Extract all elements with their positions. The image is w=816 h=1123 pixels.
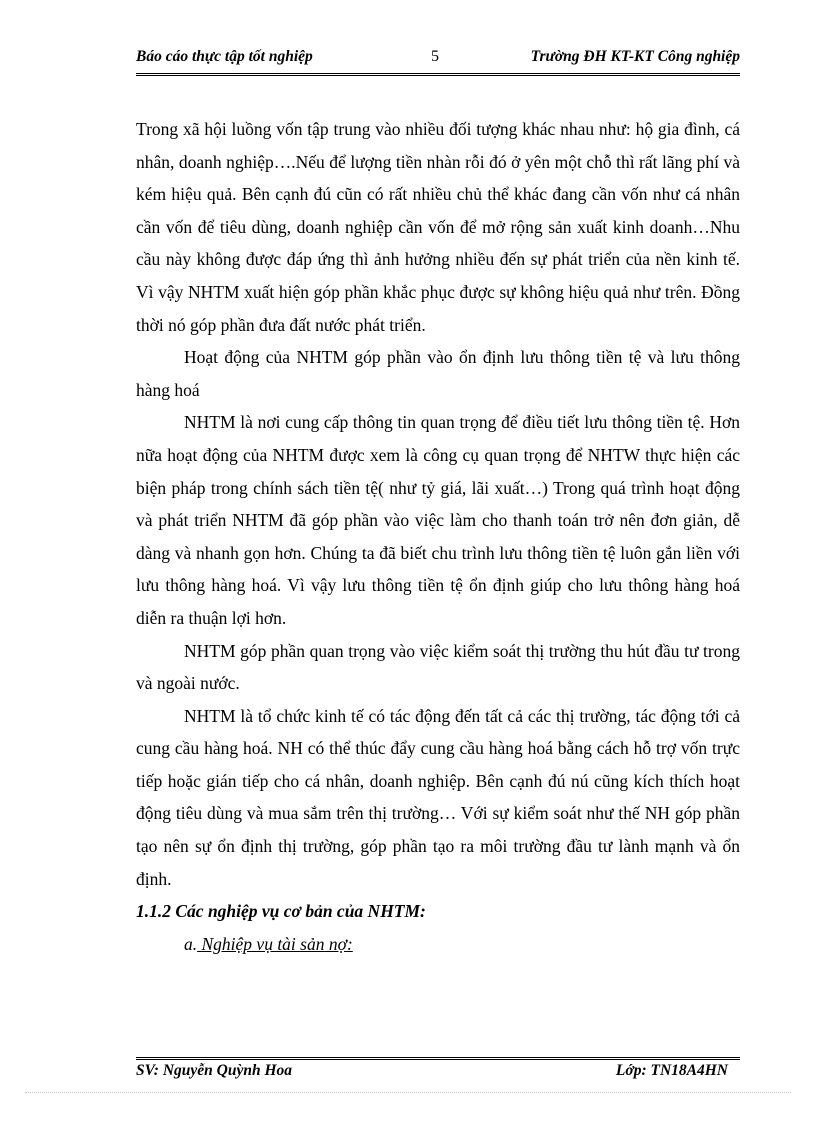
footer-student-name: SV: Nguyễn Quỳnh Hoa <box>136 1062 293 1079</box>
footer-divider <box>136 1057 740 1060</box>
paragraph-economic-impact: NHTM là tổ chức kinh tế có tác động đến tất cả các thị trường, tác động tới cả cung cầu hàng hoá. NH có thể thúc đẩy cung cầu hàng hoá bằng cách hỗ trợ vốn trực tiếp hoặc gián tiếp cho cá nhân, doanh nghiệp. Bên cạnh đú nú cũng kích thích hoạt động tiêu dùng và mua sắm trên thị trường… Với sự kiểm soát như thế NH góp phần tạo nên sự ổn định thị trường, góp phần tạo ra môi trường đầu tư lành mạnh và ổn định. <box>136 705 740 889</box>
subheading-text: Nghiệp vụ tài sản nợ: <box>197 933 353 954</box>
header-page-number: 5 <box>431 48 439 65</box>
page-header <box>136 48 740 70</box>
paragraph-capital-flow: Trong xã hội luồng vốn tập trung vào nhiều đối tượng khác nhau như: hộ gia đình, cá nhân, doanh nghiệp….Nếu để lượng tiền nhàn rỗi đó ở yên một chỗ thì rất lãng phí và kém hiệu quả. Bên cạnh đú cũn có rất nhiều chủ thể khác đang cần vốn như cá nhân cần vốn để tiêu dùng, doanh nghiệp cần vốn để mở rộng sản xuất kinh doanh…Nhu cầu này không được đáp ứng thì ảnh hưởng nhiều đến sự phát triển của nền kinh tế. Vì vậy NHTM xuất hiện góp phần khắc phục được sự không hiệu quả như trên. Đồng thời nó góp phần đưa đất nước phát triển. <box>136 119 740 335</box>
page-footer <box>136 1062 740 1084</box>
paragraph-information-role: NHTM là nơi cung cấp thông tin quan trọng để điều tiết lưu thông tiền tệ. Hơn nữa hoạt động của NHTM được xem là công cụ quan trọng để NHTW thực hiện các biện pháp trong chính sách tiền tệ( như tỷ giá, lãi xuất…) Trong quá trình hoạt động và phát triển NHTM đã góp phần vào việc làm cho thanh toán trở nên đơn giản, dễ dàng và nhanh gọn hơn. Chúng ta đã biết chu trình lưu thông tiền tệ luôn gắn liền với lưu thông hàng hoá. Vì vậy lưu thông tiền tệ ổn định giúp cho lưu thông hàng hoá diễn ra thuận lợi hơn. <box>136 412 740 628</box>
header-divider <box>136 73 740 76</box>
header-report-title: Báo cáo thực tập tốt nghiệp <box>136 48 313 65</box>
paragraph-monetary-stability: Hoạt động của NHTM góp phần vào ổn định lưu thông tiền tệ và lưu thông hàng hoá <box>136 347 740 400</box>
footer-class-code: Lớp: TN18A4HN <box>615 1062 728 1079</box>
document-body <box>136 113 740 960</box>
subheading-prefix: a. <box>184 933 198 954</box>
page-boundary <box>25 1092 791 1093</box>
paragraph-market-control: NHTM góp phần quan trọng vào việc kiểm soát thị trường thu hút đầu tư trong và ngoài nước. <box>136 640 740 694</box>
subsection-heading <box>136 928 740 961</box>
section-heading: 1.1.2 Các nghiệp vụ cơ bản của NHTM: <box>136 901 426 922</box>
header-school-name: Trường ĐH KT-KT Công nghiệp <box>530 48 740 65</box>
